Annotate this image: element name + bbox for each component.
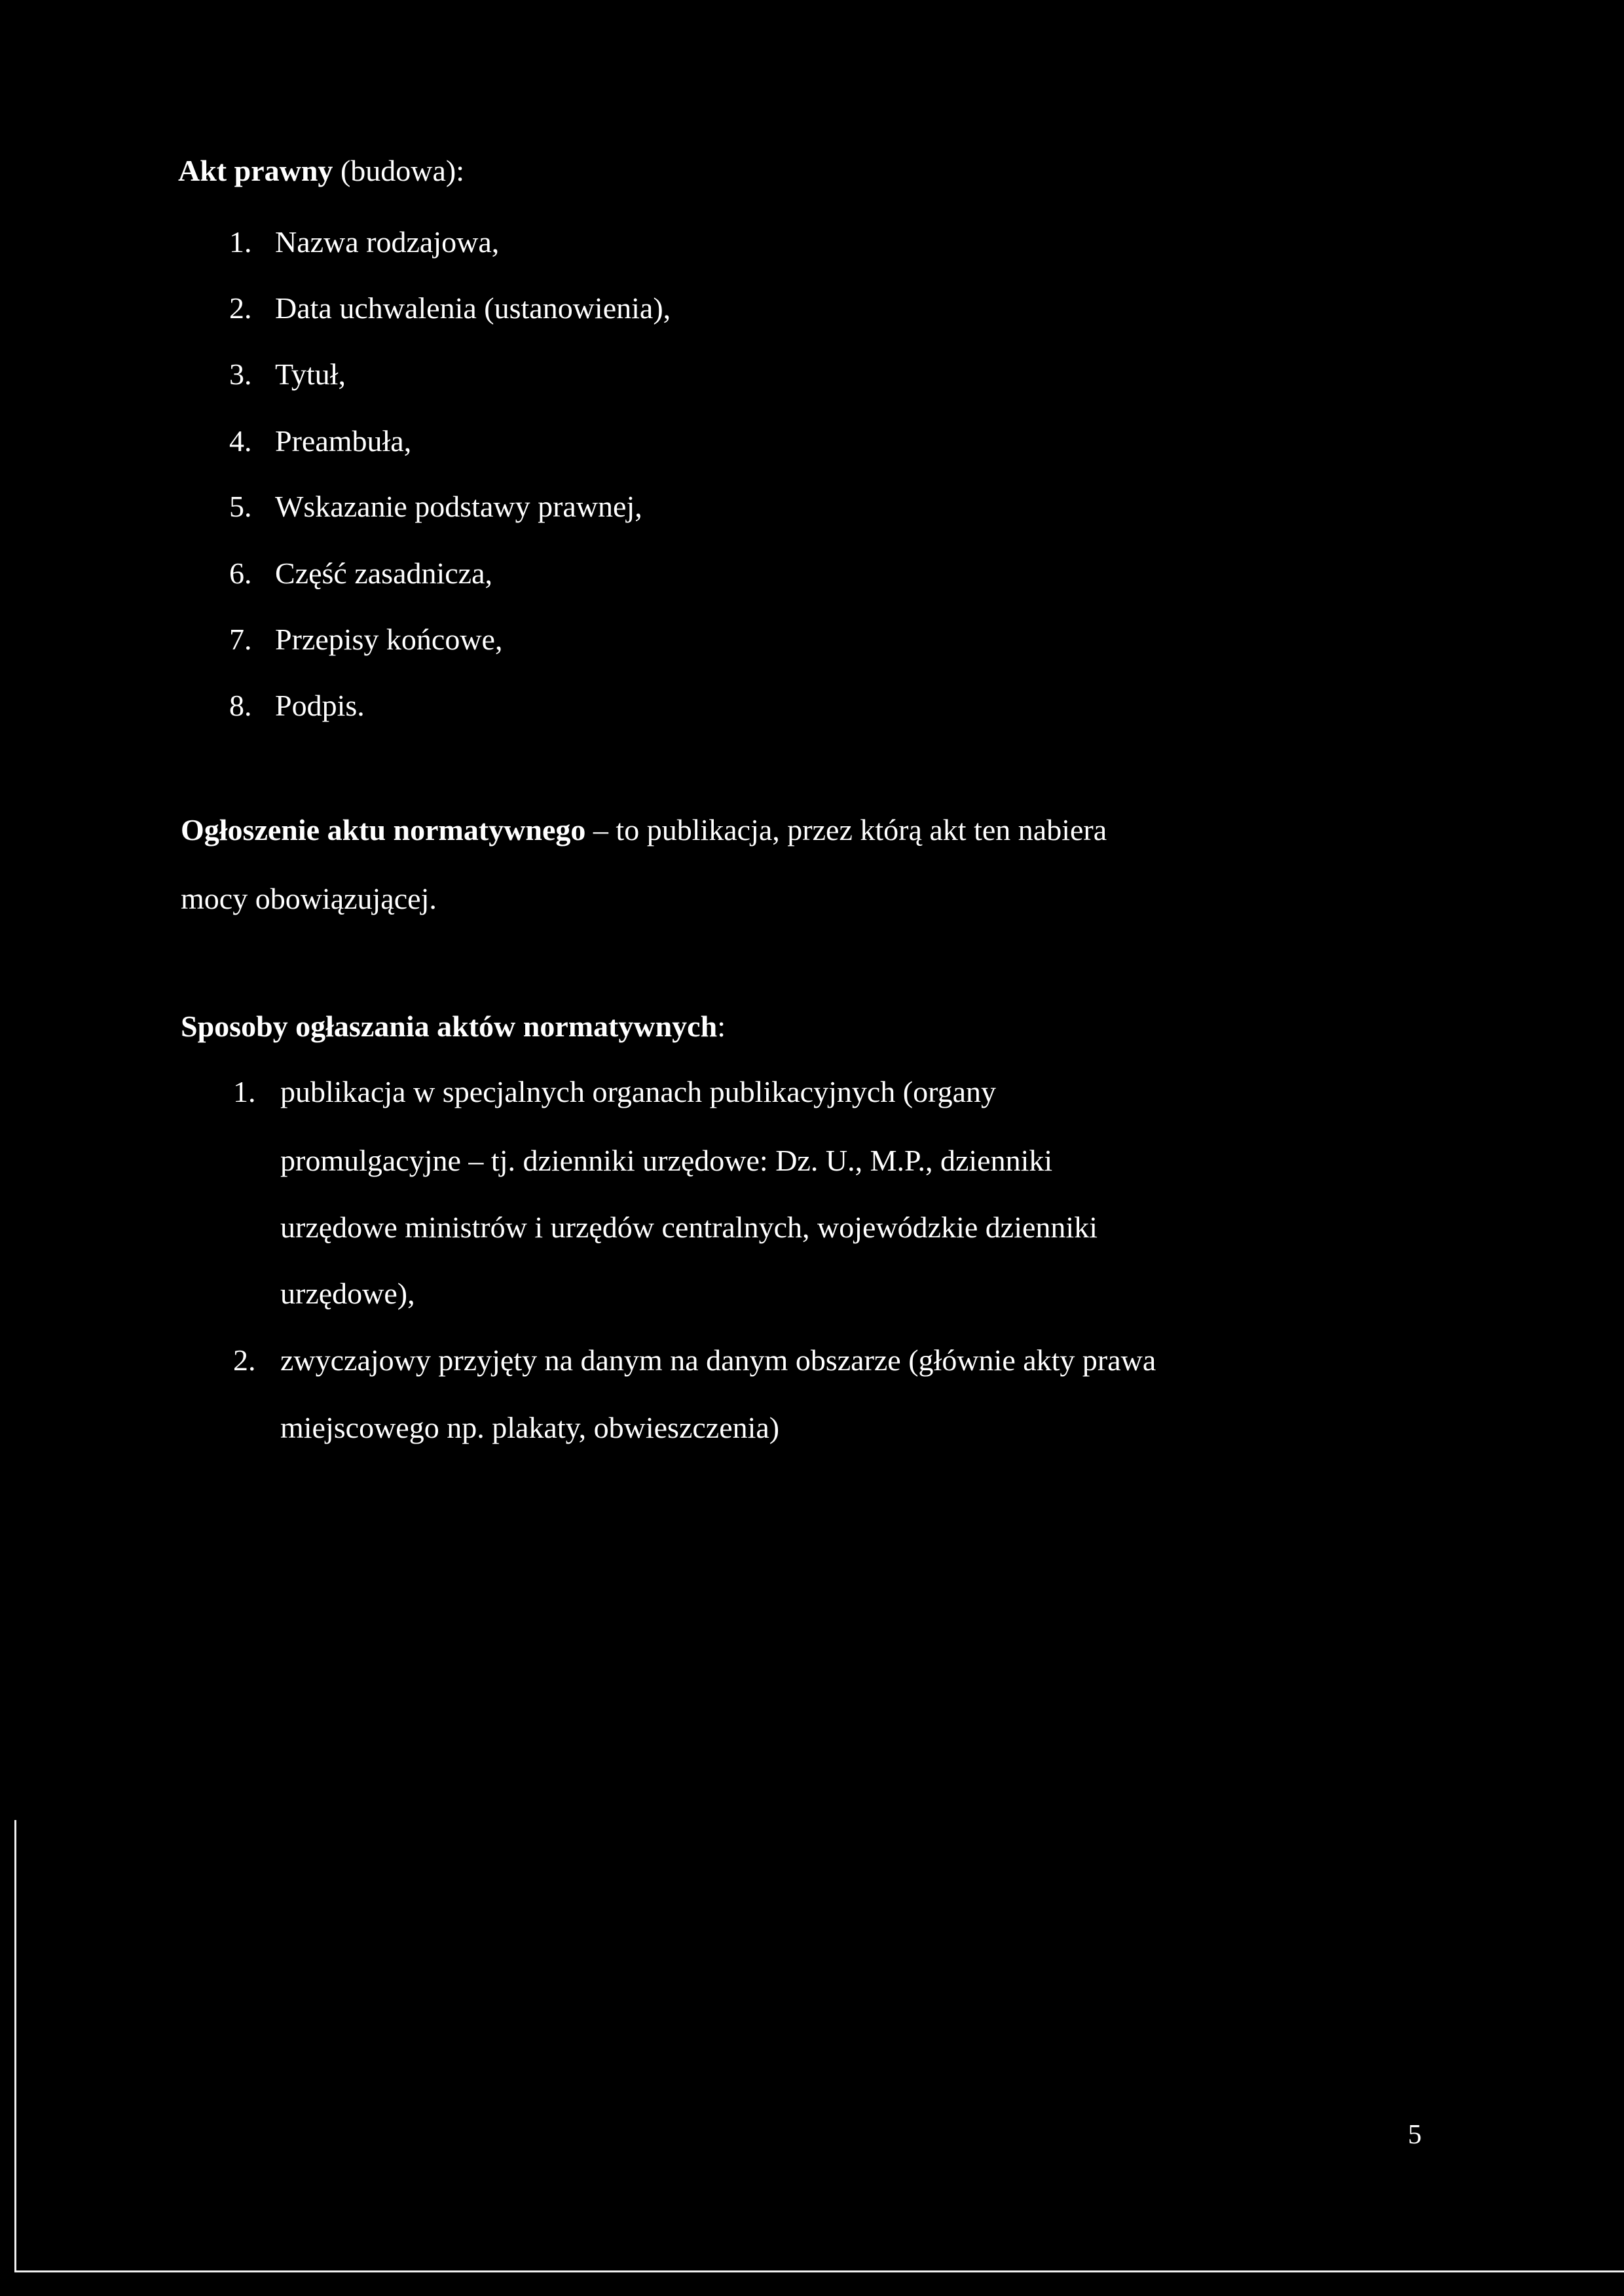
- list-item-text: Preambuła,: [275, 424, 412, 458]
- list-item-number: 2.: [229, 291, 252, 325]
- list-item-number: 3.: [229, 357, 252, 391]
- heading-bold-text: Sposoby ogłaszania aktów normatywnych: [181, 1010, 718, 1043]
- list-item-text-line: promulgacyjne – tj. dzienniki urzędowe: Dz. U., M.P., dzienniki: [280, 1144, 1053, 1177]
- list-item: [229, 558, 492, 589]
- list-item-text-line: urzędowe),: [280, 1277, 415, 1310]
- list-item: [229, 227, 499, 257]
- definition-text: – to publikacja, przez którą akt ten nabiera: [585, 813, 1107, 847]
- list-item: [229, 691, 365, 721]
- definition-paragraph-line-1: [181, 815, 1107, 845]
- list-item-number: 1.: [229, 225, 252, 259]
- list-item-text: Przepisy końcowe,: [275, 623, 503, 656]
- definition-term: Ogłoszenie aktu normatywnego: [181, 813, 586, 847]
- list-item-number: 2.: [233, 1343, 256, 1377]
- list-item-text: Tytuł,: [275, 357, 346, 391]
- list-item-text: Wskazanie podstawy prawnej,: [275, 490, 642, 523]
- list-item-text-line: urzędowe ministrów i urzędów centralnych, wojewódzkie dzienniki: [280, 1211, 1098, 1244]
- heading-rest-text: (budowa):: [333, 154, 464, 187]
- section-heading-akt-prawny: [178, 156, 464, 186]
- definition-paragraph-line-2: mocy obowiązującej.: [181, 882, 437, 915]
- list-item: [229, 625, 502, 655]
- list-item-number: 8.: [229, 689, 252, 722]
- list-item-text: Data uchwalenia (ustanowienia),: [275, 291, 671, 325]
- heading-bold-text: Akt prawny: [178, 154, 333, 187]
- list-item: [229, 426, 411, 456]
- page-number: 5: [1408, 2120, 1422, 2150]
- scan-edge-left: [14, 1820, 16, 2272]
- list-item: [229, 293, 671, 323]
- list-item-text: Nazwa rodzajowa,: [275, 225, 500, 259]
- list-item-number: 4.: [229, 424, 252, 458]
- list-item-text: Podpis.: [275, 689, 365, 722]
- list-item-number: 7.: [229, 623, 252, 656]
- list-item-text-line: miejscowego np. plakaty, obwieszczenia): [280, 1411, 780, 1444]
- list-item-number: 6.: [229, 556, 252, 590]
- heading-rest-text: :: [717, 1010, 726, 1043]
- scan-edge-bottom: [14, 2270, 1624, 2272]
- list-item: [229, 492, 642, 522]
- section-heading-sposoby: [181, 1011, 726, 1042]
- list-item-text: Część zasadnicza,: [275, 556, 493, 590]
- list-item-number: 1.: [233, 1075, 256, 1108]
- list-item-text-line: publikacja w specjalnych organach publikacyjnych (organy: [280, 1075, 996, 1108]
- list-item-number: 5.: [229, 490, 252, 523]
- list-item: [229, 359, 346, 390]
- list-item-text-line: zwyczajowy przyjęty na danym na danym obszarze (głównie akty prawa: [280, 1343, 1156, 1377]
